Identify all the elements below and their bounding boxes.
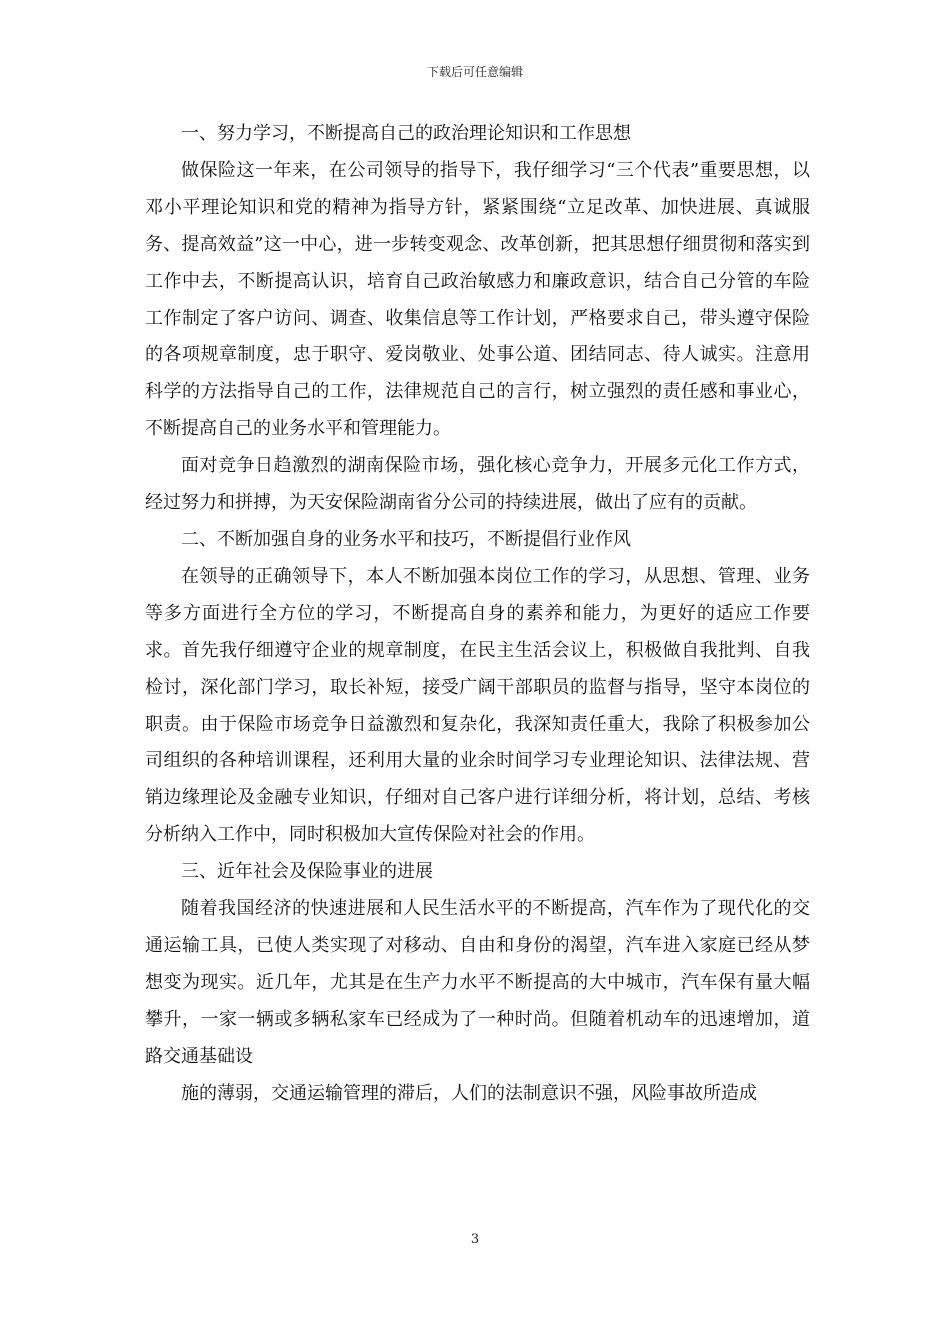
- document-body: [145, 116, 810, 1112]
- page-number: 3: [470, 1232, 480, 1247]
- heading-section-2: 二、不断加强自身的业务水平和技巧，不断提倡行业作风: [181, 528, 631, 550]
- paragraph: 做保险这一年来，在公司领导的指导下，我仔细学习“三个代表”重要思想，以邓小平理论知识和党的精神为指导方针，紧紧围绕“立足改革、加快进展、真诚服务、提高效益”这一中心，进一步转变观念、改革创新，把其思想仔细贯彻和落实到工作中去，不断提高认识，培育自己政治敏感力和廉政意识，结合自己分管的车险工作制定了客户访问、调查、收集信息等工作计划，严格要求自己，带头遵守保险的各项规章制度，忠于职守、爱岗敬业、处事公道、团结同志、待人诚实。注意用科学的方法指导自己的工作，法律规范自己的言行，树立强烈的责任感和事业心，不断提高自己的业务水平和管理能力。: [145, 159, 810, 440]
- page-header: 下载后可任意编辑: [426, 65, 523, 79]
- paragraph: 施的薄弱，交通运输管理的滞后，人们的法制意识不强，风险事故所造成: [181, 1082, 757, 1104]
- paragraph: 面对竞争日趋激烈的湖南保险市场，强化核心竞争力，开展多元化工作方式，经过努力和拼搏，为天安保险湖南省分公司的持续进展，做出了应有的贡献。: [145, 455, 810, 514]
- paragraph: 随着我国经济的快速进展和人民生活水平的不断提高，汽车作为了现代化的交通运输工具，已使人类实现了对移动、自由和身份的渴望，汽车进入家庭已经从梦想变为现实。近几年，尤其是在生产力水平不断提高的大中城市，汽车保有量大幅攀升，一家一辆或多辆私家车已经成为了一种时尚。但随着机动车的迅速增加，道路交通基础设: [145, 898, 810, 1067]
- heading-section-3: 三、近年社会及保险事业的进展: [181, 861, 433, 883]
- heading-section-1: 一、努力学习，不断提高自己的政治理论知识和工作思想: [181, 123, 631, 144]
- paragraph: 在领导的正确领导下，本人不断加强本岗位工作的学习，从思想、管理、业务等多方面进行全方位的学习，不断提高自身的素养和能力，为更好的适应工作要求。首先我仔细遵守企业的规章制度，在民主生活会议上，积极做自我批判、自我检讨，深化部门学习，取长补短，接受广阔干部职员的监督与指导，坚守本岗位的职责。由于保险市场竞争日益激烈和复杂化，我深知责任重大，我除了积极参加公司组织的各种培训课程，还利用大量的业余时间学习专业理论知识、法律法规、营销边缘理论及金融专业知识，仔细对自己客户进行详细分析，将计划，总结、考核分析纳入工作中，同时积极加大宣传保险对社会的作用。: [145, 565, 810, 846]
